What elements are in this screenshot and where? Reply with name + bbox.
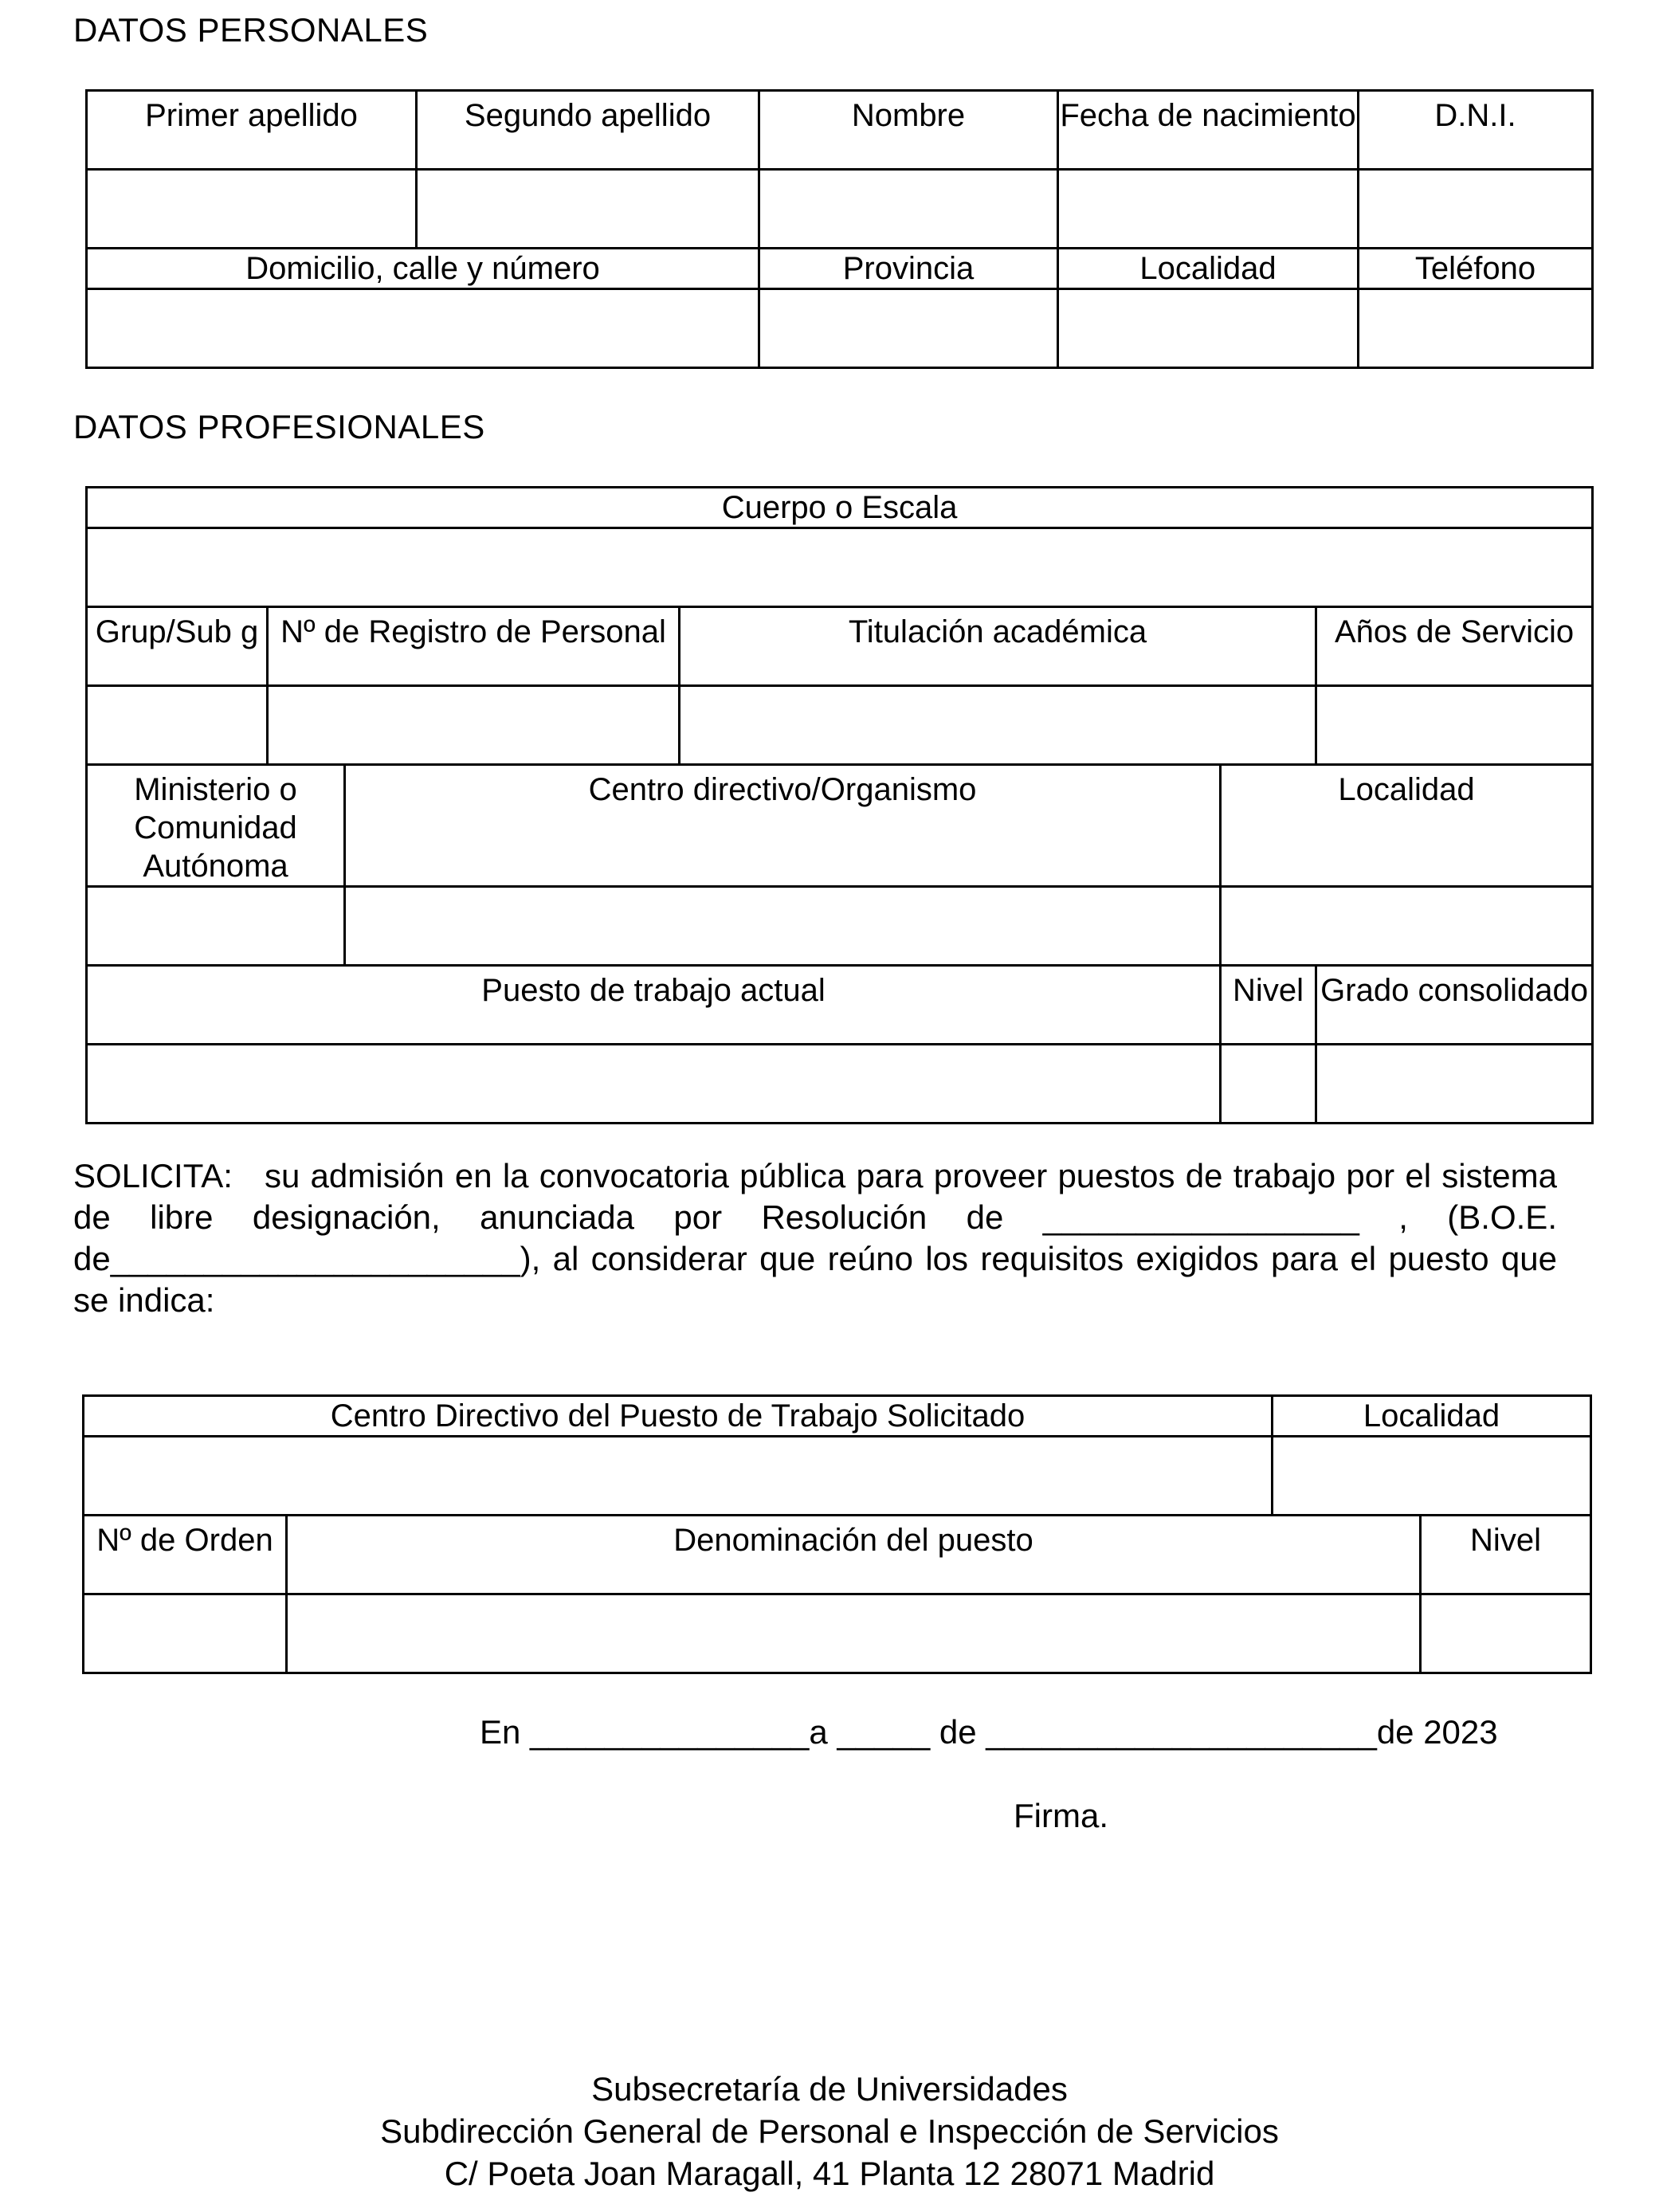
label-nombre: Nombre — [759, 91, 1058, 170]
field-anos-servicio[interactable] — [1316, 686, 1593, 765]
field-registro-personal[interactable] — [268, 686, 680, 765]
field-cuerpo-escala[interactable] — [87, 528, 1593, 607]
label-dni: D.N.I. — [1359, 91, 1593, 170]
solicita-paragraph — [73, 1155, 1557, 1321]
label-provincia: Provincia — [759, 249, 1058, 289]
label-grado-consolidado: Grado consolidado — [1316, 966, 1593, 1045]
label-domicilio: Domicilio, calle y número — [87, 249, 759, 289]
field-puesto-actual[interactable] — [87, 1045, 1221, 1124]
place-date-line: En _______________a _____ de _____________________de 2023 — [480, 1713, 1498, 1751]
solicita-lead: SOLICITA: — [73, 1157, 233, 1194]
label-numero-orden: Nº de Orden — [84, 1516, 287, 1594]
label-segundo-apellido: Segundo apellido — [417, 91, 759, 170]
field-localidad-solicitada[interactable] — [1273, 1437, 1591, 1516]
label-nivel: Nivel — [1221, 966, 1316, 1045]
label-fecha-nacimiento: Fecha de nacimiento — [1058, 91, 1359, 170]
field-localidad[interactable] — [1058, 289, 1359, 368]
field-telefono[interactable] — [1359, 289, 1593, 368]
field-segundo-apellido[interactable] — [417, 170, 759, 249]
field-centro-directivo[interactable] — [345, 887, 1221, 966]
label-anos-servicio: Años de Servicio — [1316, 607, 1593, 686]
field-fecha-nacimiento[interactable] — [1058, 170, 1359, 249]
label-telefono: Teléfono — [1359, 249, 1593, 289]
label-cuerpo-escala: Cuerpo o Escala — [87, 488, 1593, 528]
section-heading-professional: DATOS PROFESIONALES — [73, 408, 485, 445]
label-centro-directivo: Centro directivo/Organismo — [345, 765, 1221, 887]
label-nivel-solicitado: Nivel — [1421, 1516, 1591, 1594]
field-denominacion-puesto[interactable] — [287, 1594, 1421, 1673]
label-puesto-actual: Puesto de trabajo actual — [87, 966, 1221, 1045]
label-titulacion: Titulación académica — [680, 607, 1316, 686]
field-ministerio[interactable] — [87, 887, 345, 966]
label-localidad-solicitada: Localidad — [1273, 1396, 1591, 1437]
field-centro-directivo-solicitado[interactable] — [84, 1437, 1273, 1516]
field-grado-consolidado[interactable] — [1316, 1045, 1593, 1124]
field-provincia[interactable] — [759, 289, 1058, 368]
field-primer-apellido[interactable] — [87, 170, 417, 249]
section-heading-personal: DATOS PERSONALES — [73, 11, 429, 49]
field-localidad-profesional[interactable] — [1221, 887, 1593, 966]
label-primer-apellido: Primer apellido — [87, 91, 417, 170]
field-nivel[interactable] — [1221, 1045, 1316, 1124]
field-nivel-solicitado[interactable] — [1421, 1594, 1591, 1673]
label-grupo-subgrupo: Grup/Sub g — [87, 607, 268, 686]
label-ministerio: Ministerio o Comunidad Autónoma — [87, 765, 345, 887]
signature-label: Firma. — [1014, 1797, 1108, 1834]
requested-post-table — [82, 1394, 1592, 1674]
label-denominacion-puesto: Denominación del puesto — [287, 1516, 1421, 1594]
solicita-text: su admisión en la convocatoria pública para proveer puestos de trabajo por el sistema de libre designación, anunciada por Resolución de _________________ , (B.O.E. de______________________), al considerar que reúno los requisitos exigidos para el puesto que se indica: — [73, 1157, 1557, 1319]
footer-line-3: C/ Poeta Joan Maragall, 41 Planta 12 28071 Madrid — [444, 2155, 1215, 2192]
field-grupo-subgrupo[interactable] — [87, 686, 268, 765]
footer-line-1: Subsecretaría de Universidades — [591, 2070, 1068, 2108]
label-centro-directivo-solicitado: Centro Directivo del Puesto de Trabajo Solicitado — [84, 1396, 1273, 1437]
label-localidad: Localidad — [1058, 249, 1359, 289]
personal-data-table — [85, 89, 1594, 369]
field-numero-orden[interactable] — [84, 1594, 287, 1673]
footer-address — [0, 2068, 1659, 2194]
professional-data-table — [85, 486, 1594, 1124]
label-registro-personal: Nº de Registro de Personal — [268, 607, 680, 686]
field-nombre[interactable] — [759, 170, 1058, 249]
footer-line-2: Subdirección General de Personal e Inspección de Servicios — [380, 2112, 1279, 2150]
label-localidad-profesional: Localidad — [1221, 765, 1593, 887]
field-dni[interactable] — [1359, 170, 1593, 249]
field-domicilio[interactable] — [87, 289, 759, 368]
field-titulacion[interactable] — [680, 686, 1316, 765]
